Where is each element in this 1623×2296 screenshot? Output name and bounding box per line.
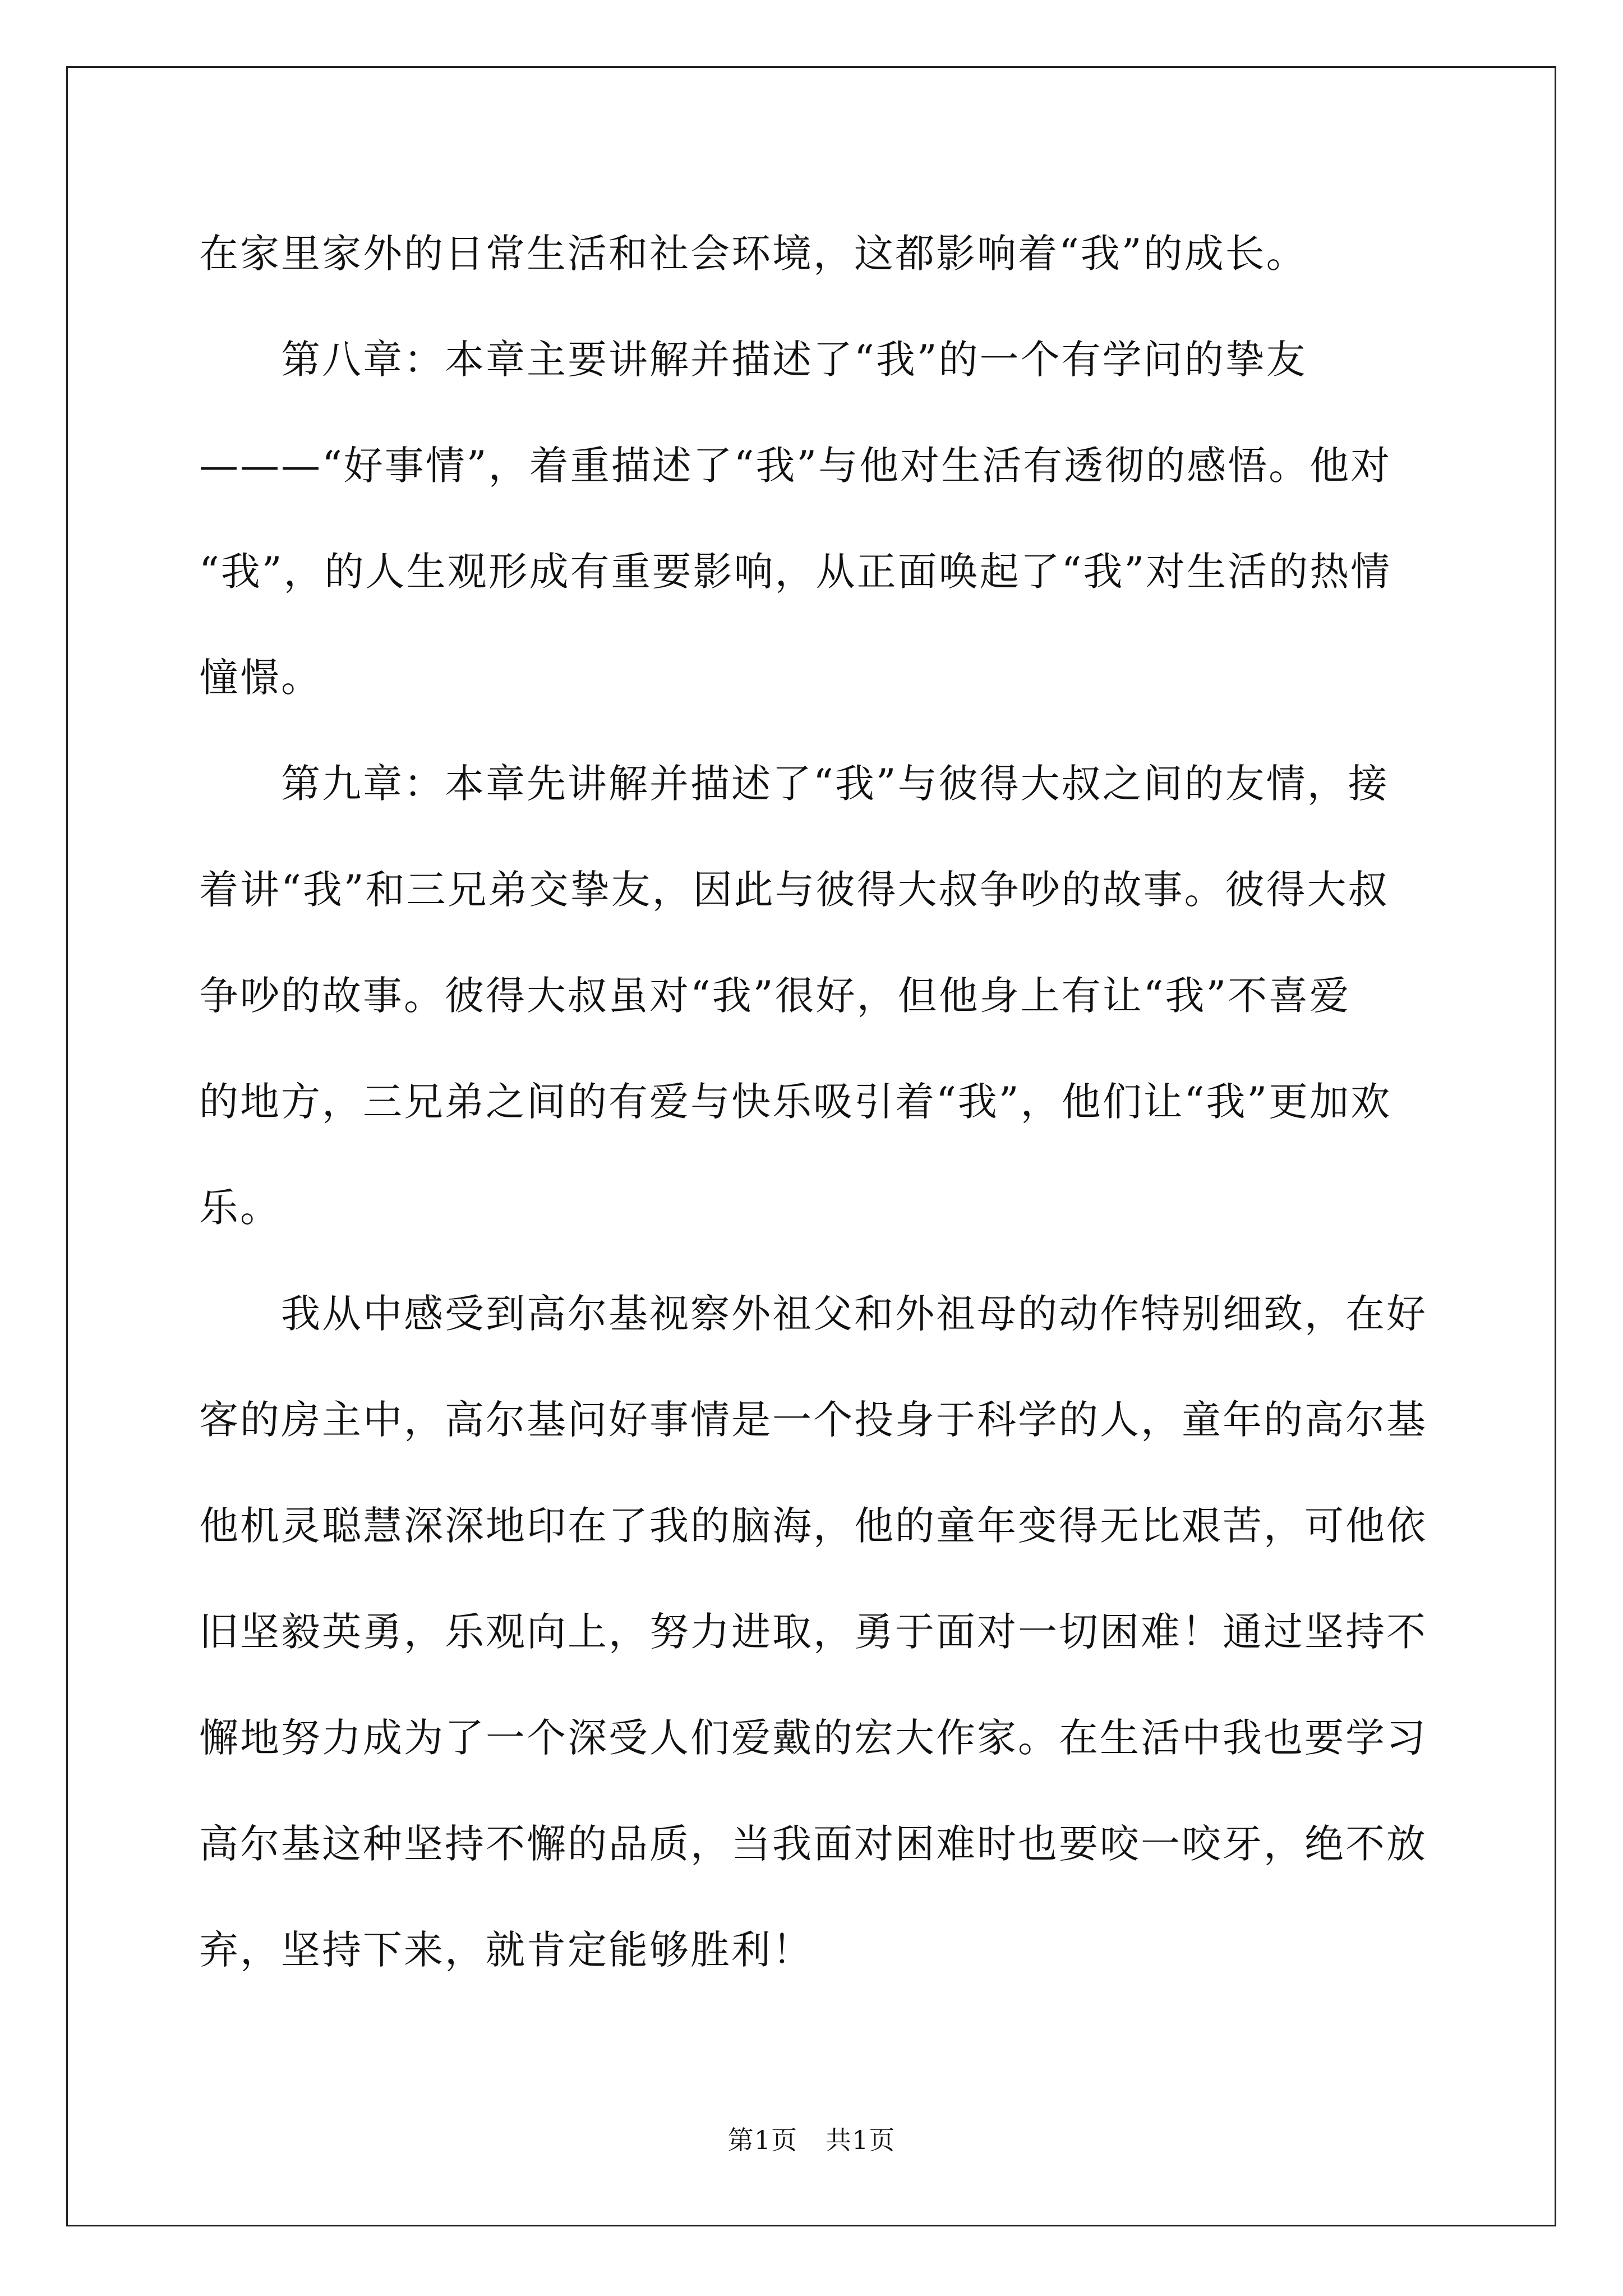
text-line: 着讲“我”和三兄弟交挚友，因此与彼得大叔争吵的故事。彼得大叔: [199, 867, 1389, 913]
text-line: 憧憬。: [199, 655, 322, 701]
text-line: 在家里家外的日常生活和社会环境，这都影响着“我”的成长。: [199, 231, 1307, 277]
page-number-current: 第1页: [727, 2125, 797, 2155]
text-line: 懈地努力成为了一个深受人们爱戴的宏大作家。在生活中我也要学习: [199, 1715, 1427, 1761]
text-line: 我从中感受到高尔基视察外祖父和外祖母的动作特别细致，在好: [199, 1291, 1427, 1337]
text-line: 乐。: [199, 1185, 281, 1231]
text-line: 第九章：本章先讲解并描述了“我”与彼得大叔之间的友情，接: [199, 761, 1389, 807]
text-line: 旧坚毅英勇，乐观向上，努力进取，勇于面对一切困难！通过坚持不: [199, 1609, 1427, 1655]
text-line: 他机灵聪慧深深地印在了我的脑海，他的童年变得无比艰苦，可他依: [199, 1503, 1427, 1549]
text-line: 的地方，三兄弟之间的有爱与快乐吸引着“我”，他们让“我”更加欢: [199, 1079, 1392, 1125]
text-line: 第八章：本章主要讲解并描述了“我”的一个有学问的挚友: [199, 337, 1307, 383]
text-line: 客的房主中，高尔基问好事情是一个投身于科学的人，童年的高尔基: [199, 1397, 1427, 1443]
text-line: 争吵的故事。彼得大叔虽对“我”很好，但他身上有让“我”不喜爱: [199, 973, 1351, 1019]
document-body: [199, 201, 1427, 2003]
text-line: 弃，坚持下来，就肯定能够胜利！: [199, 1927, 813, 1973]
page-footer: [0, 2123, 1623, 2157]
text-line: “我”，的人生观形成有重要影响，从正面唤起了“我”对生活的热情: [199, 549, 1392, 595]
text-line: 高尔基这种坚持不懈的品质，当我面对困难时也要咬一咬牙，绝不放: [199, 1821, 1427, 1867]
text-line: ———“好事情”，着重描述了“我”与他对生活有透彻的感悟。他对: [199, 443, 1392, 489]
page-number-total: 共1页: [826, 2125, 896, 2155]
